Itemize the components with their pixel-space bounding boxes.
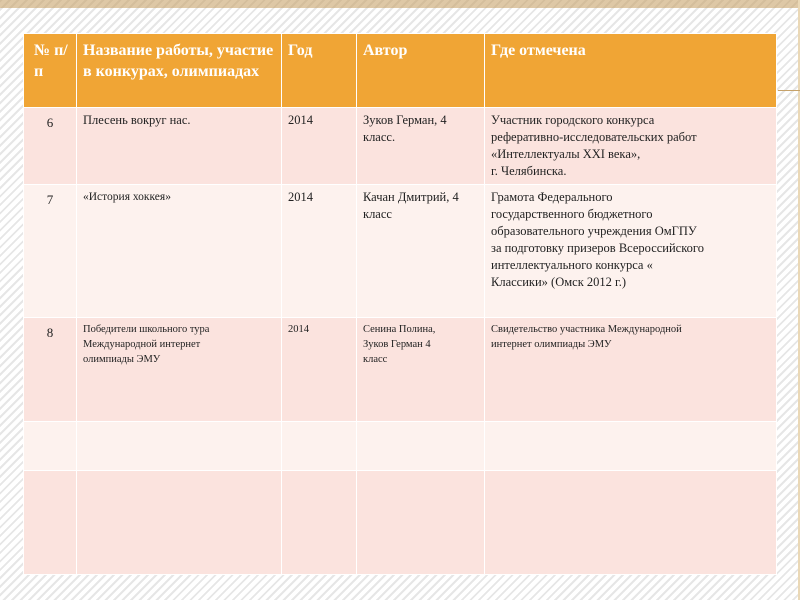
where-line: за подготовку призеров Всероссийского (491, 241, 704, 255)
slide-top-accent (0, 0, 800, 8)
cell-number: 8 (24, 318, 77, 422)
cell-where-noted (485, 422, 777, 471)
slide-right-accent-line (778, 90, 800, 91)
where-line: Свидетельство участника Международной (491, 324, 682, 335)
cell-author (357, 471, 485, 575)
table-row (24, 185, 777, 318)
author-line: класс (363, 354, 388, 365)
header-work-title: Название работы, участие в конкурах, олимпиадах (77, 34, 282, 108)
author-line: Зуков Герман 4 (363, 339, 431, 350)
cell-where-noted (485, 185, 777, 318)
table-row (24, 471, 777, 575)
title-line: Международной интернет (83, 339, 201, 350)
cell-work-title (77, 422, 282, 471)
cell-number: 7 (24, 185, 77, 318)
where-line: г. Челябинска. (491, 164, 567, 178)
cell-where-noted (485, 471, 777, 575)
title-line: олимпиады ЭМУ (83, 354, 161, 365)
where-line: реферативно-исследовательских работ (491, 130, 697, 144)
table-header-row (24, 34, 777, 108)
header-number: № п/п (24, 34, 77, 108)
cell-author (357, 318, 485, 422)
where-line: Участник городского конкурса (491, 113, 655, 127)
cell-year (282, 471, 357, 575)
cell-year (282, 422, 357, 471)
author-line: Сенина Полина, (363, 324, 436, 335)
cell-number (24, 471, 77, 575)
cell-year: 2014 (282, 108, 357, 185)
cell-author (357, 422, 485, 471)
cell-number (24, 422, 77, 471)
cell-year: 2014 (282, 185, 357, 318)
cell-where-noted (485, 108, 777, 185)
where-line: образовательного учреждения ОмГПУ (491, 224, 697, 238)
cell-number: 6 (24, 108, 77, 185)
cell-work-title (77, 471, 282, 575)
cell-year: 2014 (282, 318, 357, 422)
cell-work-title: Плесень вокруг нас. (77, 108, 282, 185)
where-line: Классики» (Омск 2012 г.) (491, 275, 627, 289)
cell-work-title: «История хоккея» (77, 185, 282, 318)
where-line: интеллектуального конкурса « (491, 258, 653, 272)
where-line: государственного бюджетного (491, 207, 653, 221)
cell-author: Зуков Герман, 4 класс. (357, 108, 485, 185)
header-author: Автор (357, 34, 485, 108)
cell-where-noted (485, 318, 777, 422)
where-line: Грамота Федерального (491, 190, 613, 204)
where-line: «Интеллектуалы XXI века», (491, 147, 641, 161)
where-line: интернет олимпиады ЭМУ (491, 339, 612, 350)
table-row (24, 108, 777, 185)
header-year: Год (282, 34, 357, 108)
awards-table (23, 33, 777, 575)
cell-author: Качан Дмитрий, 4 класс (357, 185, 485, 318)
cell-work-title (77, 318, 282, 422)
table-row (24, 422, 777, 471)
table-row (24, 318, 777, 422)
title-line: Победители школьного тура (83, 324, 210, 335)
header-where-noted: Где отмечена (485, 34, 777, 108)
